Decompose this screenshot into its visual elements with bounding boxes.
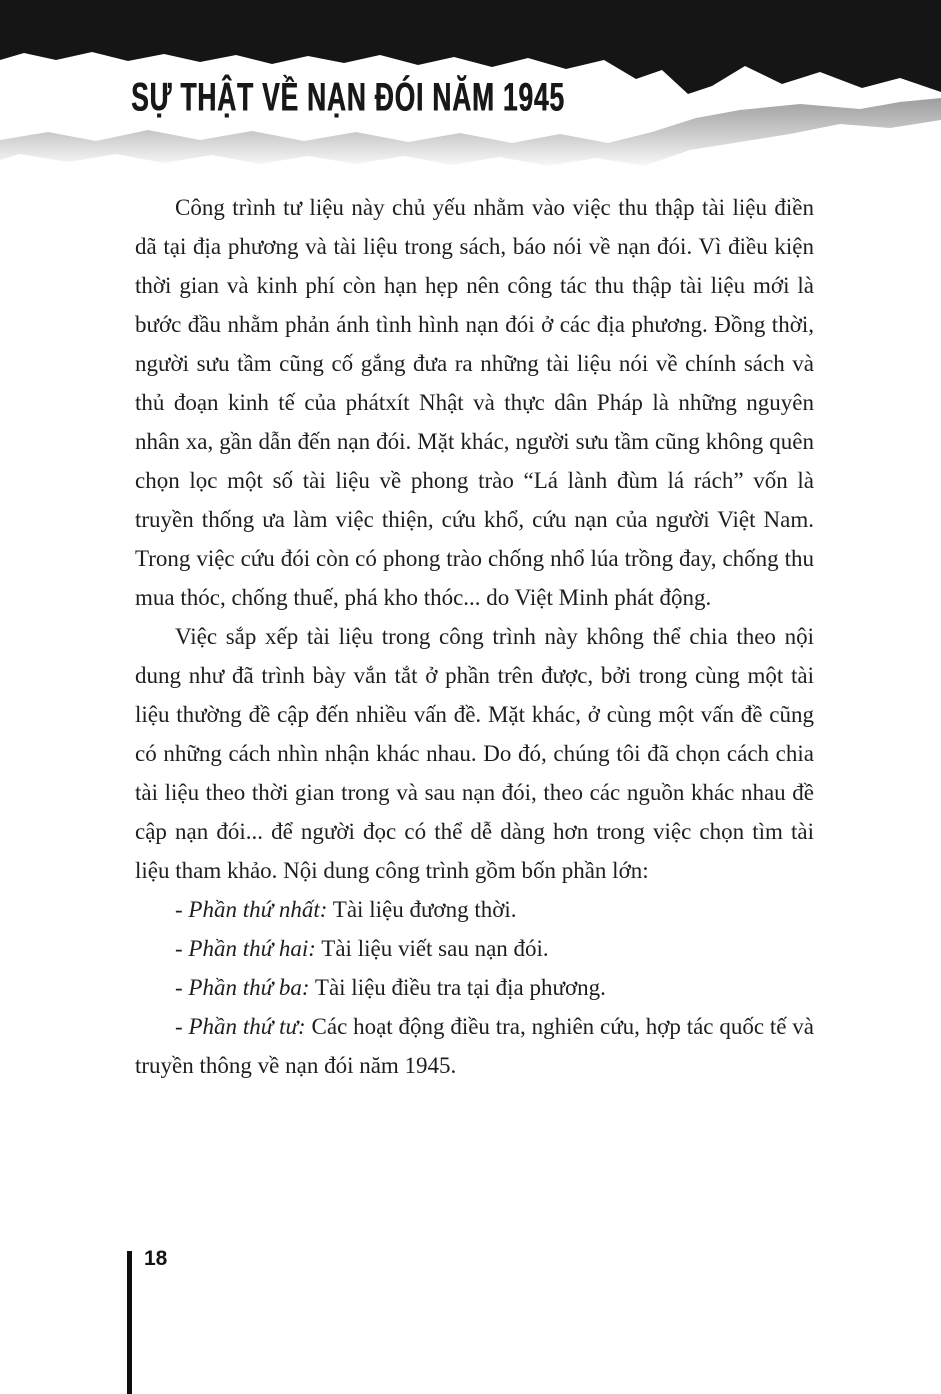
list-item-2 [135,929,814,968]
list-marker: - [175,897,189,922]
paragraph-2: Việc sắp xếp tài liệu trong công trình này không thể chia theo nội dung như đã trình bày vắn tắt ở phần trên được, bởi trong cùng một tài liệu thường đề cập đến nhiều vấn đề. Mặt khác, ở cùng một vấn đề cũng có những cách nhìn nhận khác nhau. Do đó, chúng tôi đã chọn cách chia tài liệu theo thời gian trong và sau nạn đói, theo các nguồn khác nhau đề cập nạn đói... để người đọc có thể dễ dàng hơn trong việc chọn tìm tài liệu tham khảo. Nội dung công trình gồm bốn phần lớn: [135,624,814,883]
page-number: 18 [144,1247,168,1270]
list-item-1 [135,890,814,929]
list-item-label: Phần thứ ba: [188,975,310,1000]
list-marker: - [175,975,189,1000]
list-item-label: Phần thứ tư: [188,1014,306,1039]
list-item-text: Tài liệu điều tra tại địa phương. [309,975,606,1000]
list-marker: - [175,1014,189,1039]
page-body [135,188,814,1085]
list-item-text: Tài liệu đương thời. [327,897,517,922]
list-marker: - [175,936,189,961]
list-item-3 [135,968,814,1007]
paragraph-1: Công trình tư liệu này chủ yếu nhằm vào việc thu thập tài liệu điền dã tại địa phương và tài liệu trong sách, báo nói về nạn đói. Vì điều kiện thời gian và kinh phí còn hạn hẹp nên công tác thu thập tài liệu mới là bước đầu nhằm phản ánh tình hình nạn đói ở các địa phương. Đồng thời, người sưu tầm cũng cố gắng đưa ra những tài liệu nói về chính sách và thủ đoạn kinh tế của phátxít Nhật và thực dân Pháp là những nguyên nhân xa, gần dẫn đến nạn đói. Mặt khác, người sưu tầm cũng không quên chọn lọc một số tài liệu về phong trào “Lá lành đùm lá rách” vốn là truyền thống ưa làm việc thiện, cứu khổ, cứu nạn của người Việt Nam. Trong việc cứu đói còn có phong trào chống nhổ lúa trồng đay, chống thu mua thóc, chống thuế, phá kho thóc... do Việt Minh phát động. [135,195,814,610]
page-margin-rule [127,1251,132,1394]
list-item-label: Phần thứ hai: [188,936,316,961]
list-item-text: Tài liệu viết sau nạn đói. [315,936,549,961]
list-item-text: Các hoạt động điều tra, nghiên cứu, hợp tác quốc tế và truyền thông về nạn đói năm 1945. [135,1014,814,1078]
list-item-4 [135,1007,814,1085]
book-title: SỰ THẬT VỀ NẠN ĐÓI NĂM 1945 [131,74,565,120]
list-item-label: Phần thứ nhất: [188,897,328,922]
